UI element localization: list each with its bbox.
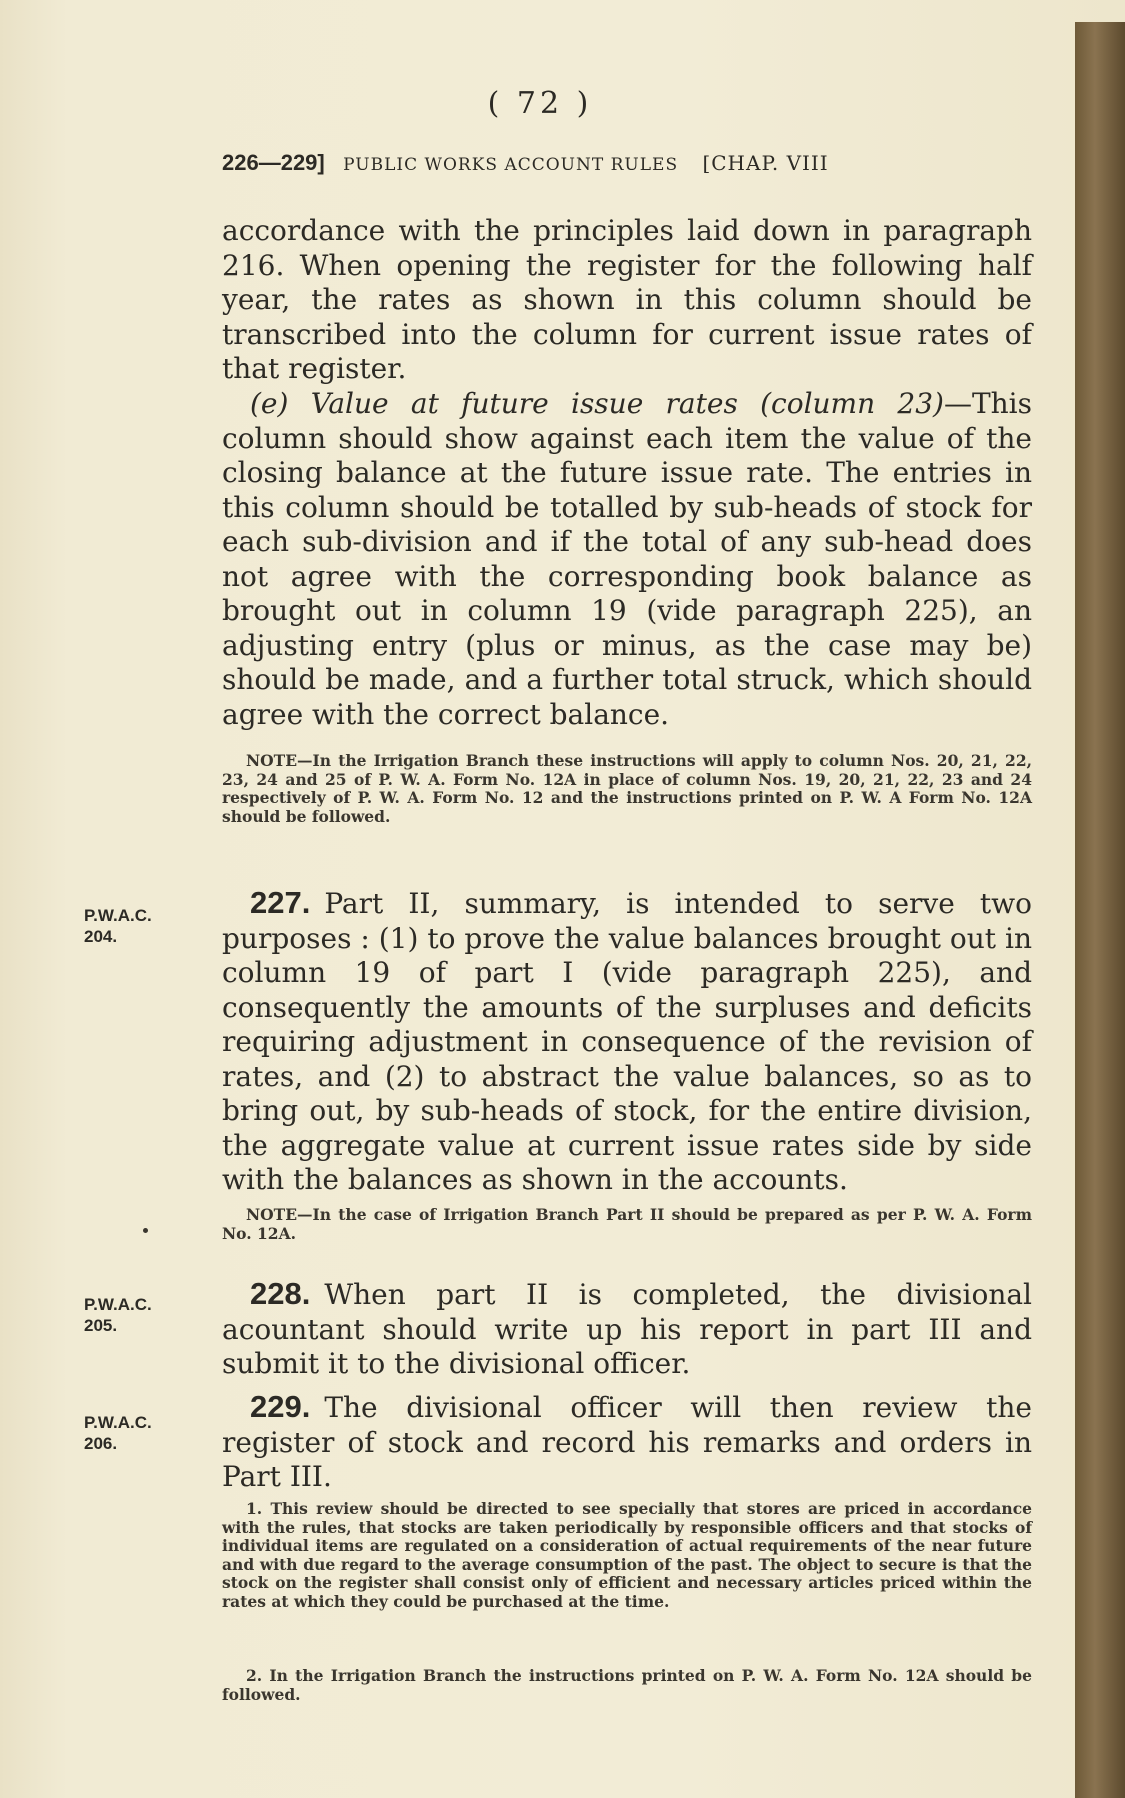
intro-paragraph: accordance with the principles laid down in paragraph 216. When opening the register for the following half year, the rates as shown in this column should be transcribed into the column for current issue rates of that register. xyxy=(222,214,1032,385)
sub-paragraph-text: —This column should show against each item the value of the closing balance at the future issue rate. The entries in this column should be totalled by sub-heads of stock for each sub-division and if the total of any sub-head does not agree with the corresponding book balance as brought out in column 19 (vide paragraph 225), an adjusting entry (plus or minus, as the case may be) should be made, and a further total struck, which should agree with the correct balance. xyxy=(222,387,1033,731)
running-head xyxy=(222,150,1042,176)
margin-ref-code: P.W.A.C. xyxy=(84,906,152,925)
stray-mark xyxy=(143,1228,148,1233)
paragraph-text: Part II, summary, is intended to serve two purposes : (1) to prove the value balances brought out in column 19 of part I (vide paragraph 225), and consequently the amounts of the surpluses and deficits requiring adjustment in consequence of the revision of rates, and (2) to abstract the value balances, so as to bring out, by sub-heads of stock, for the entire division, the aggregate value at current issue rates side by side with the balances as shown in the accounts. xyxy=(222,887,1032,1196)
margin-ref-code: P.W.A.C. xyxy=(84,1295,152,1314)
note-text: NOTE—In the Irrigation Branch these instructions will apply to column Nos. 20, 21, 22, 23, 24 and 25 of P. W. A. Form No. 12A in place of column Nos. 19, 20, 21, 22, 23 and 24 respectively of P. W. A. Form No. 12 and the instructions printed on P. W. A Form No. 12A should be followed. xyxy=(222,751,1032,826)
margin-ref-number: 204. xyxy=(84,927,118,946)
paragraph-text: The divisional officer will then review the register of stock and record his remarks and orders in Part III. xyxy=(222,1391,1032,1493)
book-title: PUBLIC WORKS ACCOUNT RULES xyxy=(343,155,679,175)
footnote-text: 2. In the Irrigation Branch the instructions printed on P. W. A. Form No. 12A should be followed. xyxy=(222,1666,1032,1704)
note-irrigation-part-ii xyxy=(222,1206,1032,1249)
note-irrigation-columns xyxy=(222,752,1032,832)
margin-reference-227 xyxy=(84,905,194,947)
sub-paragraph-heading: Value at future issue rates xyxy=(310,387,738,420)
book-spine xyxy=(1075,22,1125,1798)
paragraph-range: 226—229] xyxy=(222,150,325,175)
paragraph-227 xyxy=(222,886,1032,1198)
page-number: ( 72 ) xyxy=(487,86,593,121)
paragraph-number: 227. xyxy=(250,885,311,920)
footnote-2 xyxy=(222,1667,1032,1710)
margin-ref-number: 205. xyxy=(84,1316,118,1335)
paragraph-228 xyxy=(222,1277,1032,1382)
margin-reference-229 xyxy=(84,1412,194,1454)
margin-ref-code: P.W.A.C. xyxy=(84,1413,152,1432)
paragraph-text: When part II is completed, the divisional acountant should write up his report in part III and submit it to the divisional officer. xyxy=(222,1278,1032,1380)
footnote-text: 1. This review should be directed to see specially that stores are priced in accordance with the rules, that stocks are taken periodically by responsible officers and that stocks of individual items are regulated on a consideration of actual requirements of the near future and with due regard to the average consumption of the past. The object to secure is that the stock on the register shall consist only of efficient and necessary articles priced within the rates at which they could be purchased at the time. xyxy=(222,1499,1032,1611)
note-text: NOTE—In the case of Irrigation Branch Part II should be prepared as per P. W. A. Form No. 12A. xyxy=(222,1205,1032,1243)
sub-paragraph-label: (e) xyxy=(250,387,289,420)
chapter-label: [CHAP. VIII xyxy=(702,151,829,175)
footnote-1 xyxy=(222,1500,1032,1617)
margin-ref-number: 206. xyxy=(84,1434,118,1453)
column-reference: (column 23) xyxy=(760,387,944,420)
paragraph-number: 228. xyxy=(250,1276,311,1311)
paragraph-number: 229. xyxy=(250,1389,311,1424)
margin-reference-228 xyxy=(84,1294,194,1336)
sub-paragraph-e xyxy=(222,387,1032,732)
paragraph-229 xyxy=(222,1390,1032,1495)
